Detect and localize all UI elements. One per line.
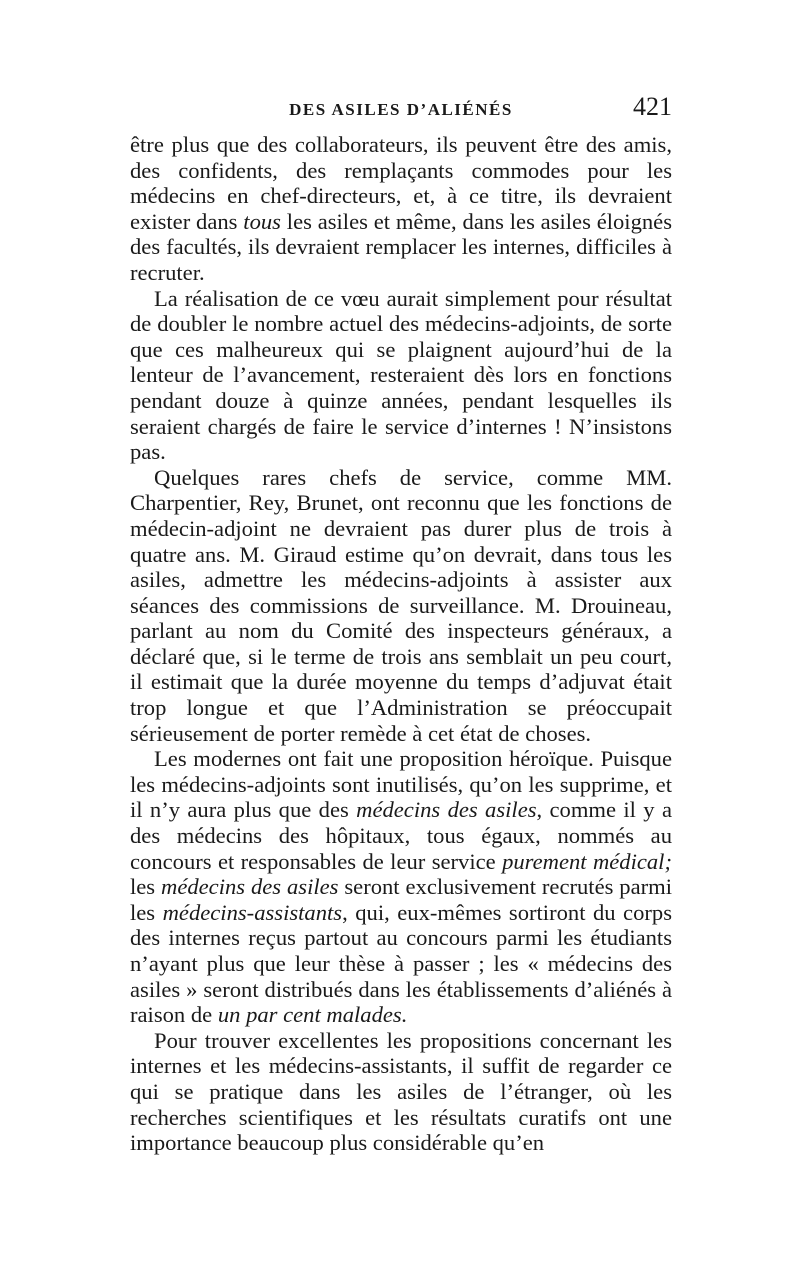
italic-text: médecins-assistants xyxy=(162,899,343,925)
text-run: les asiles et même, dans les asiles éloignés des facultés, ils devraient remplacer les internes, difficiles à recruter. xyxy=(130,208,672,285)
text-run: Les modernes ont fait une proposition héroïque. Puisque les médecins-adjoints sont inutilisés, qu’on les supprime, et il n’y aura plus que des xyxy=(130,746,672,823)
paragraph-p1 xyxy=(130,132,672,286)
italic-text: un par cent malades. xyxy=(217,1002,408,1028)
text-run: seront exclusivement recrutés parmi les xyxy=(130,874,672,925)
text-run: , comme il y a des médecins des hôpitaux, tous égaux, nommés au concours et responsables de leur service xyxy=(130,797,672,874)
paragraph-p3 xyxy=(130,465,672,747)
text-run: les xyxy=(130,874,162,900)
text-run: être plus que des collaborateurs, ils peuvent être des amis, des confidents, des remplaçants commodes pour les médecins en chef-directeurs, et, à ce titre, ils devraient exister dans xyxy=(130,132,672,234)
italic-text: médecins des asiles xyxy=(356,797,537,823)
text-run: Pour trouver excellentes les propositions concernant les internes et les médecins-assistants, il suffit de regarder ce qui se pratique dans les asiles de l’étranger, où les recherches scientifiques et les résultats curatifs ont une importance beaucoup plus considérable qu’en xyxy=(130,1027,672,1156)
paragraph-p4 xyxy=(130,746,672,1028)
text-run: La réalisation de ce vœu aurait simplement pour résultat de doubler le nombre actuel des médecins-adjoints, de sorte que ces malheureux qui se plaignent aujourd’hui de la lenteur de l’avancement, resteraient dès lors en fonctions pendant douze à quinze années, pendant lesquelles ils seraient chargés de faire le service d’internes ! N’insistons pas. xyxy=(130,285,672,465)
italic-text: purement médical; xyxy=(502,848,672,874)
paragraph-p5 xyxy=(130,1028,672,1156)
page-number: 421 xyxy=(633,92,672,121)
running-title: DES ASILES D’ALIÉNÉS xyxy=(289,100,513,119)
text-run: , qui, eux-mêmes sortiront du corps des internes reçus partout au concours parmi les étudiants n’ayant plus que leur thèse à passer ; les « médecins des asiles » seront distribués dans les établissements d’aliénés à raison de xyxy=(130,899,672,1028)
italic-text: tous xyxy=(243,208,281,234)
text-run: Quelques rares chefs de service, comme MM. Charpentier, Rey, Brunet, ont reconnu que les fonctions de médecin-adjoint ne devraient pas durer plus de trois à quatre ans. M. Giraud estime qu’on devrait, dans tous les asiles, admettre les médecins-adjoints à assister aux séances des commissions de surveillance. M. Drouineau, parlant au nom du Comité des inspecteurs généraux, a déclaré que, si le terme de trois ans semblait un peu court, il estimait que la durée moyenne du temps d’adjuvat était trop longue et que l’Administration se préoccupait sérieusement de porter remède à cet état de choses. xyxy=(130,464,672,746)
paragraph-p2 xyxy=(130,286,672,465)
running-header xyxy=(130,88,672,122)
body-text xyxy=(130,132,672,1156)
italic-text: médecins des asiles xyxy=(161,874,339,900)
